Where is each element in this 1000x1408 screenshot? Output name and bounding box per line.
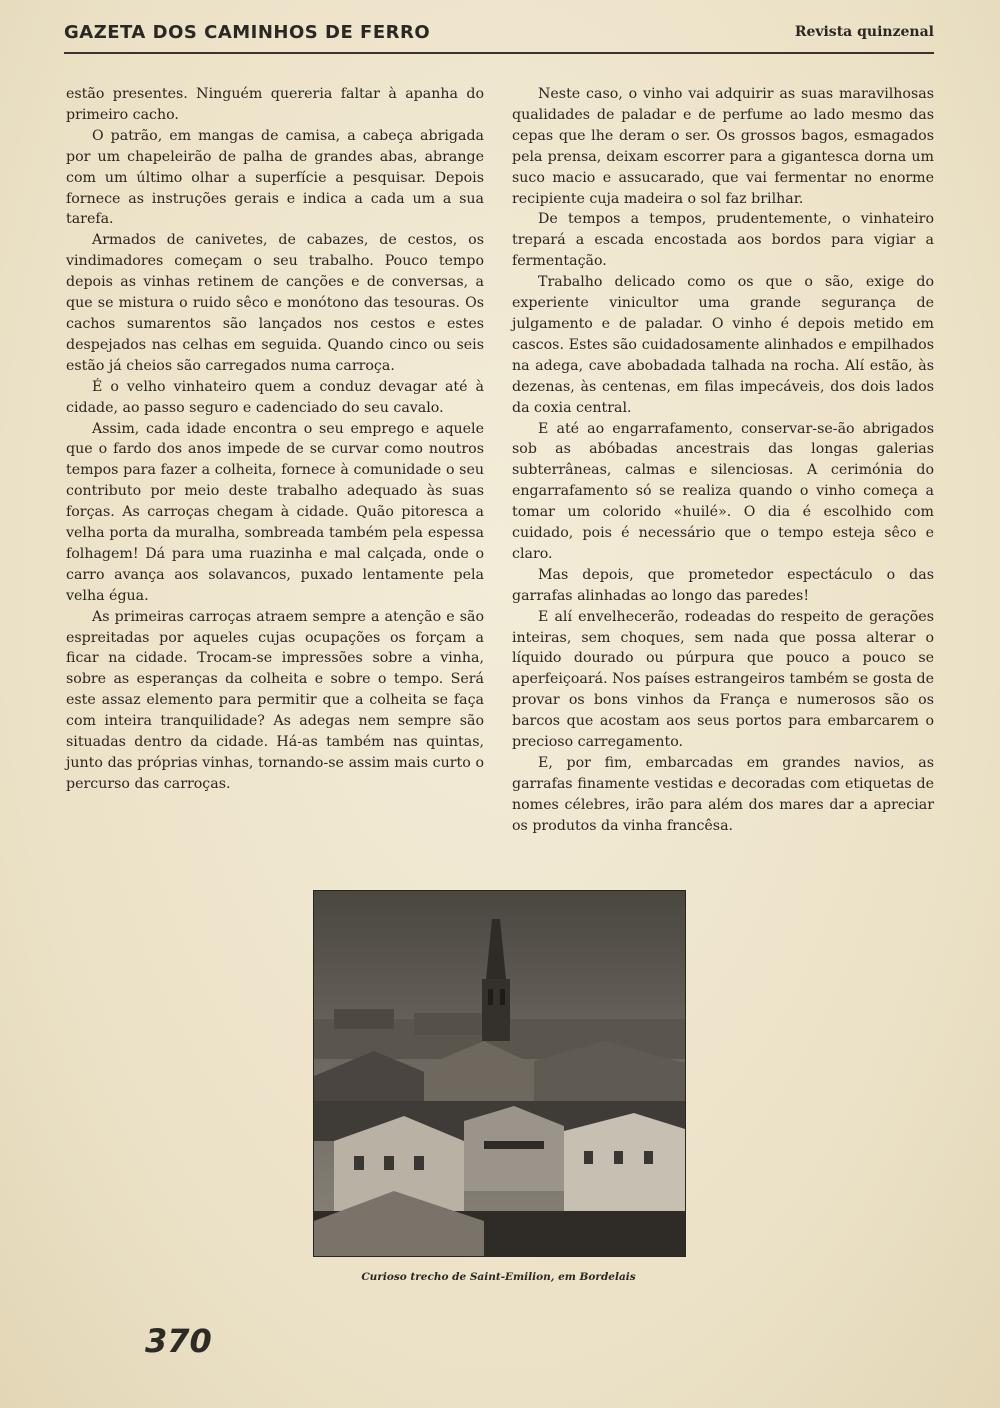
left-text-column — [66, 84, 484, 795]
right-text-column — [512, 84, 934, 837]
paragraph: Trabalho delicado como os que o são, exige do experiente vinicultor uma grande segurança de julgamento e de paladar. O vinho é depois metido em cascos. Estes são cuidadosamente alinhados e empilhados na adega, cave abobadada talhada na rocha. Alí estão, às dezenas, às centenas, em filas impecáveis, dos dois lados da coxia central. — [512, 274, 934, 416]
photo-caption: Curioso trecho de Saint-Emilion, em Bordelais — [361, 1271, 636, 1283]
paragraph: E, por fim, embarcadas em grandes navios, as garrafas finamente vestidas e decoradas com etiquetas de nomes célebres, irão para além dos mares dar a apreciar os produtos da vinha francêsa. — [512, 755, 934, 834]
paragraph: O patrão, em mangas de camisa, a cabeça abrigada por um chapeleirão de palha de grandes abas, abrange com um último olhar a superfície a pesquisar. Depois fornece as instruções gerais e indica a cada um a sua tarefa. — [66, 127, 484, 228]
photo-illustration — [314, 891, 685, 1256]
paragraph: De tempos a tempos, prudentemente, o vinhateiro trepará a escada encostada aos bordos para vigiar a fermentação. — [512, 211, 934, 270]
paragraph: E até ao engarrafamento, conservar-se-ão abrigados sob as abóbadas ancestrais das longas galerias subterrâneas, calmas e silenciosas. A cerimónia do engarrafamento só se realiza quando o vinho começa a tomar um colorido «huilé». O dia é escolhido com cuidado, pois é necessário que o tempo esteja sêco e claro. — [512, 420, 934, 562]
running-header — [64, 22, 934, 54]
paragraph: Armados de canivetes, de cabazes, de cestos, os vindimadores começam o seu trabalho. Pouco tempo depois as vinhas retinem de canções e de conversas, a que se mistura o ruido sêco e monótono das tesouras. Os cachos sumarentos são lançados nos cestos e estes despejados nas celhas em seguida. Quando cinco ou seis estão já cheios são carregados numa carroça. — [66, 232, 484, 374]
publication-subtitle: Revista quinzenal — [794, 24, 934, 40]
paragraph: E alí envelhecerão, rodeadas do respeito de gerações inteiras, sem choques, sem nada que possa alterar o líquido dourado ou púrpura que pouco a pouco se aperfeiçoará. Nos países estrangeiros também se gosta de provar os bons vinhos da França e numerosos são os barcos que acostam aos seus portos para embarcarem o precioso carregamento. — [512, 608, 934, 751]
page-number: 370 — [145, 1322, 212, 1360]
paragraph: As primeiras carroças atraem sempre a atenção e são espreitadas por aqueles cujas ocupações os forçam a ficar na cidade. Trocam-se impressões sobre a vinha, sobre as esperanças da colheita e sobre o tempo. Será este assaz elemento para permitir que a colheita se faça com inteira tranquilidade? As adegas nem sempre são situadas dentro da cidade. Há-as também nas quintas, junto das próprias vinhas, tornando-se assim mais curto o percurso das carroças. — [66, 608, 484, 792]
paragraph: Assim, cada idade encontra o seu emprego e aquele que o fardo dos anos impede de se curvar como noutros tempos para fazer a colheita, fornece à comunidade o seu contributo por meio deste trabalho adequado às suas forças. As carroças chegam à cidade. Quão pitoresca a velha porta da muralha, sombreada também pela espessa folhagem! Dá para uma ruazinha e mal calçada, onde o carro avança aos solavancos, puxado lentamente pela velha égua. — [66, 420, 484, 604]
paragraph: estão presentes. Ninguém quereria faltar à apanha do primeiro cacho. — [66, 86, 484, 123]
paragraph: Mas depois, que prometedor espectáculo o das garrafas alinhadas ao longo das paredes! — [512, 566, 934, 604]
town-photograph — [313, 890, 686, 1257]
paragraph: Neste caso, o vinho vai adquirir as suas maravilhosas qualidades de paladar e de perfume ao lado mesmo das cepas que lhe deram o ser. Os grossos bagos, esmagados pela prensa, deixam escorrer para a gigantesca dorna um suco macio e assucarado, que vai fermentar no enorme recipiente cuja madeira o sol faz brilhar. — [512, 86, 934, 207]
publication-title: GAZETA DOS CAMINHOS DE FERRO — [64, 22, 431, 43]
paragraph: É o velho vinhateiro quem a conduz devagar até à cidade, ao passo seguro e cadenciado do seu cavalo. — [66, 378, 484, 416]
